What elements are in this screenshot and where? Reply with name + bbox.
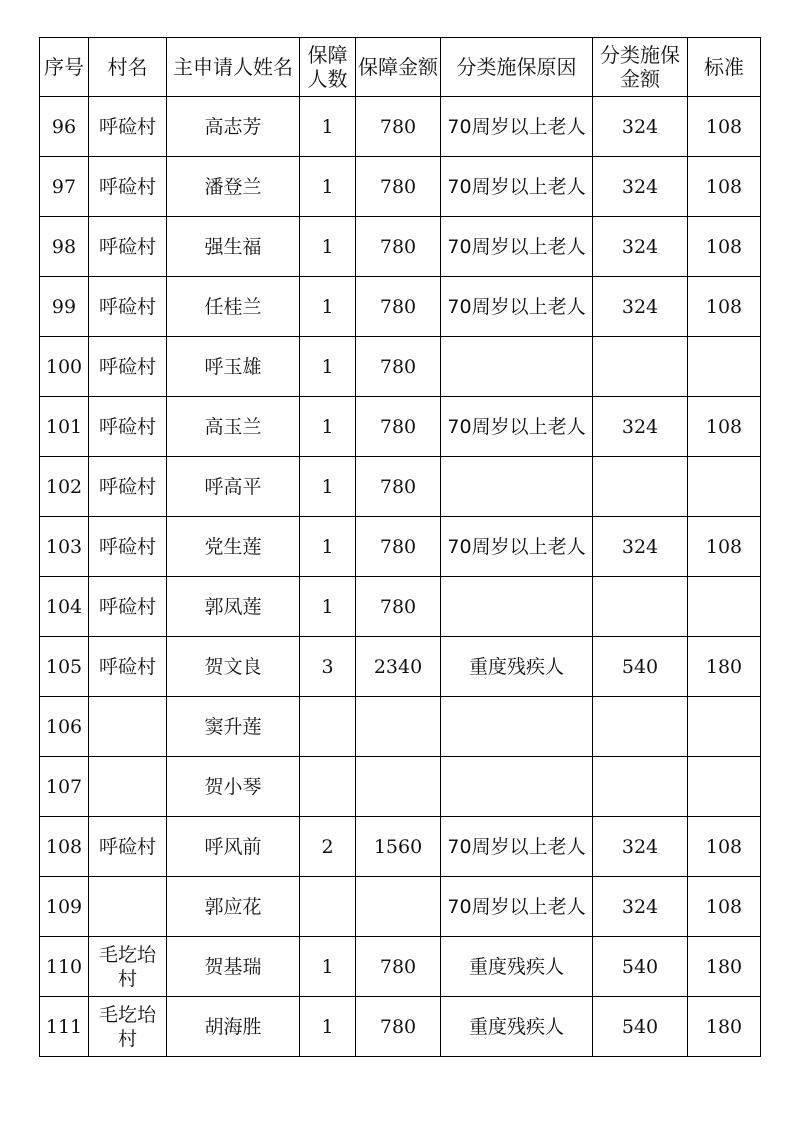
cell-name: 潘登兰 <box>167 157 300 217</box>
cell-seq: 106 <box>40 697 89 757</box>
cell-seq: 110 <box>40 937 89 997</box>
cell-count: 1 <box>300 157 356 217</box>
cell-standard <box>688 697 761 757</box>
cell-class-amount: 324 <box>593 877 688 937</box>
cell-amount: 1560 <box>356 817 441 877</box>
header-reason: 分类施保原因 <box>441 38 593 97</box>
cell-seq: 102 <box>40 457 89 517</box>
cell-reason: 重度残疾人 <box>441 637 593 697</box>
cell-seq: 104 <box>40 577 89 637</box>
cell-class-amount: 540 <box>593 937 688 997</box>
cell-class-amount <box>593 697 688 757</box>
cell-amount <box>356 697 441 757</box>
cell-standard <box>688 457 761 517</box>
cell-seq: 107 <box>40 757 89 817</box>
cell-standard: 108 <box>688 157 761 217</box>
cell-standard: 108 <box>688 97 761 157</box>
cell-standard <box>688 337 761 397</box>
cell-seq: 108 <box>40 817 89 877</box>
cell-class-amount <box>593 577 688 637</box>
cell-count: 3 <box>300 637 356 697</box>
cell-reason <box>441 577 593 637</box>
cell-village: 呼硷村 <box>89 337 167 397</box>
table-row <box>40 277 761 337</box>
cell-amount: 780 <box>356 517 441 577</box>
cell-standard <box>688 577 761 637</box>
cell-seq: 101 <box>40 397 89 457</box>
cell-name: 强生福 <box>167 217 300 277</box>
cell-amount: 780 <box>356 97 441 157</box>
table-row <box>40 997 761 1057</box>
cell-count: 1 <box>300 937 356 997</box>
table-row <box>40 757 761 817</box>
cell-name: 贺小琴 <box>167 757 300 817</box>
cell-village: 呼硷村 <box>89 577 167 637</box>
cell-standard: 180 <box>688 637 761 697</box>
header-class-amount: 分类施保金额 <box>593 38 688 97</box>
cell-count: 1 <box>300 97 356 157</box>
cell-reason <box>441 757 593 817</box>
cell-village: 呼硷村 <box>89 217 167 277</box>
cell-seq: 103 <box>40 517 89 577</box>
cell-seq: 96 <box>40 97 89 157</box>
cell-class-amount: 540 <box>593 997 688 1057</box>
cell-name: 胡海胜 <box>167 997 300 1057</box>
cell-amount: 780 <box>356 217 441 277</box>
cell-standard: 180 <box>688 997 761 1057</box>
cell-amount: 780 <box>356 457 441 517</box>
cell-count: 1 <box>300 457 356 517</box>
cell-village: 毛圪坮村 <box>89 997 167 1057</box>
cell-amount: 780 <box>356 157 441 217</box>
cell-village: 呼硷村 <box>89 277 167 337</box>
cell-class-amount: 324 <box>593 277 688 337</box>
cell-amount: 780 <box>356 277 441 337</box>
cell-village <box>89 697 167 757</box>
cell-seq: 109 <box>40 877 89 937</box>
cell-standard <box>688 757 761 817</box>
cell-class-amount <box>593 457 688 517</box>
assistance-roster-table <box>39 37 761 1057</box>
cell-seq: 97 <box>40 157 89 217</box>
cell-reason: 70周岁以上老人 <box>441 217 593 277</box>
cell-amount <box>356 757 441 817</box>
cell-reason <box>441 337 593 397</box>
table-row <box>40 817 761 877</box>
cell-reason: 70周岁以上老人 <box>441 397 593 457</box>
cell-count <box>300 877 356 937</box>
cell-name: 郭凤莲 <box>167 577 300 637</box>
table-row <box>40 697 761 757</box>
cell-count: 1 <box>300 997 356 1057</box>
cell-reason: 70周岁以上老人 <box>441 277 593 337</box>
cell-standard: 108 <box>688 517 761 577</box>
cell-standard: 108 <box>688 877 761 937</box>
header-applicant: 主申请人姓名 <box>167 38 300 97</box>
cell-class-amount: 540 <box>593 637 688 697</box>
cell-class-amount <box>593 337 688 397</box>
cell-standard: 180 <box>688 937 761 997</box>
cell-name: 呼玉雄 <box>167 337 300 397</box>
table-row <box>40 397 761 457</box>
header-village: 村名 <box>89 38 167 97</box>
cell-amount: 780 <box>356 937 441 997</box>
cell-village: 呼硷村 <box>89 397 167 457</box>
table-row <box>40 517 761 577</box>
table-row <box>40 457 761 517</box>
cell-name: 呼风前 <box>167 817 300 877</box>
cell-amount: 780 <box>356 577 441 637</box>
cell-class-amount: 324 <box>593 817 688 877</box>
cell-reason: 70周岁以上老人 <box>441 877 593 937</box>
cell-count: 2 <box>300 817 356 877</box>
cell-reason: 70周岁以上老人 <box>441 157 593 217</box>
header-count: 保障人数 <box>300 38 356 97</box>
cell-village <box>89 757 167 817</box>
cell-class-amount: 324 <box>593 97 688 157</box>
cell-reason: 重度残疾人 <box>441 937 593 997</box>
cell-count: 1 <box>300 517 356 577</box>
cell-amount: 780 <box>356 397 441 457</box>
cell-village: 呼硷村 <box>89 637 167 697</box>
cell-reason: 70周岁以上老人 <box>441 517 593 577</box>
table-row <box>40 877 761 937</box>
cell-reason: 重度残疾人 <box>441 997 593 1057</box>
table-row <box>40 577 761 637</box>
cell-amount: 780 <box>356 337 441 397</box>
header-standard: 标准 <box>688 38 761 97</box>
header-row <box>40 38 761 97</box>
cell-class-amount: 324 <box>593 217 688 277</box>
cell-standard: 108 <box>688 277 761 337</box>
cell-name: 党生莲 <box>167 517 300 577</box>
table-row <box>40 157 761 217</box>
cell-standard: 108 <box>688 817 761 877</box>
cell-name: 呼高平 <box>167 457 300 517</box>
cell-name: 贺文良 <box>167 637 300 697</box>
cell-seq: 99 <box>40 277 89 337</box>
cell-name: 贺基瑞 <box>167 937 300 997</box>
cell-name: 窦升莲 <box>167 697 300 757</box>
table-row <box>40 937 761 997</box>
cell-count: 1 <box>300 397 356 457</box>
cell-class-amount: 324 <box>593 517 688 577</box>
cell-name: 任桂兰 <box>167 277 300 337</box>
table-row <box>40 97 761 157</box>
cell-village: 呼硷村 <box>89 157 167 217</box>
cell-count <box>300 697 356 757</box>
cell-class-amount: 324 <box>593 157 688 217</box>
cell-class-amount: 324 <box>593 397 688 457</box>
table-row <box>40 637 761 697</box>
table-row <box>40 337 761 397</box>
cell-village: 呼硷村 <box>89 817 167 877</box>
cell-seq: 111 <box>40 997 89 1057</box>
cell-village: 呼硷村 <box>89 457 167 517</box>
cell-count: 1 <box>300 217 356 277</box>
cell-reason: 70周岁以上老人 <box>441 97 593 157</box>
cell-count: 1 <box>300 577 356 637</box>
cell-count: 1 <box>300 337 356 397</box>
cell-name: 高志芳 <box>167 97 300 157</box>
cell-village: 毛圪坮村 <box>89 937 167 997</box>
cell-village: 呼硷村 <box>89 97 167 157</box>
cell-reason: 70周岁以上老人 <box>441 817 593 877</box>
header-seq: 序号 <box>40 38 89 97</box>
cell-class-amount <box>593 757 688 817</box>
cell-amount <box>356 877 441 937</box>
cell-standard: 108 <box>688 217 761 277</box>
cell-reason <box>441 457 593 517</box>
cell-count <box>300 757 356 817</box>
cell-village <box>89 877 167 937</box>
cell-village: 呼硷村 <box>89 517 167 577</box>
cell-standard: 108 <box>688 397 761 457</box>
table-row <box>40 217 761 277</box>
cell-name: 郭应花 <box>167 877 300 937</box>
cell-name: 高玉兰 <box>167 397 300 457</box>
cell-amount: 780 <box>356 997 441 1057</box>
cell-amount: 2340 <box>356 637 441 697</box>
cell-seq: 105 <box>40 637 89 697</box>
cell-seq: 100 <box>40 337 89 397</box>
cell-reason <box>441 697 593 757</box>
cell-count: 1 <box>300 277 356 337</box>
cell-seq: 98 <box>40 217 89 277</box>
header-amount: 保障金额 <box>356 38 441 97</box>
